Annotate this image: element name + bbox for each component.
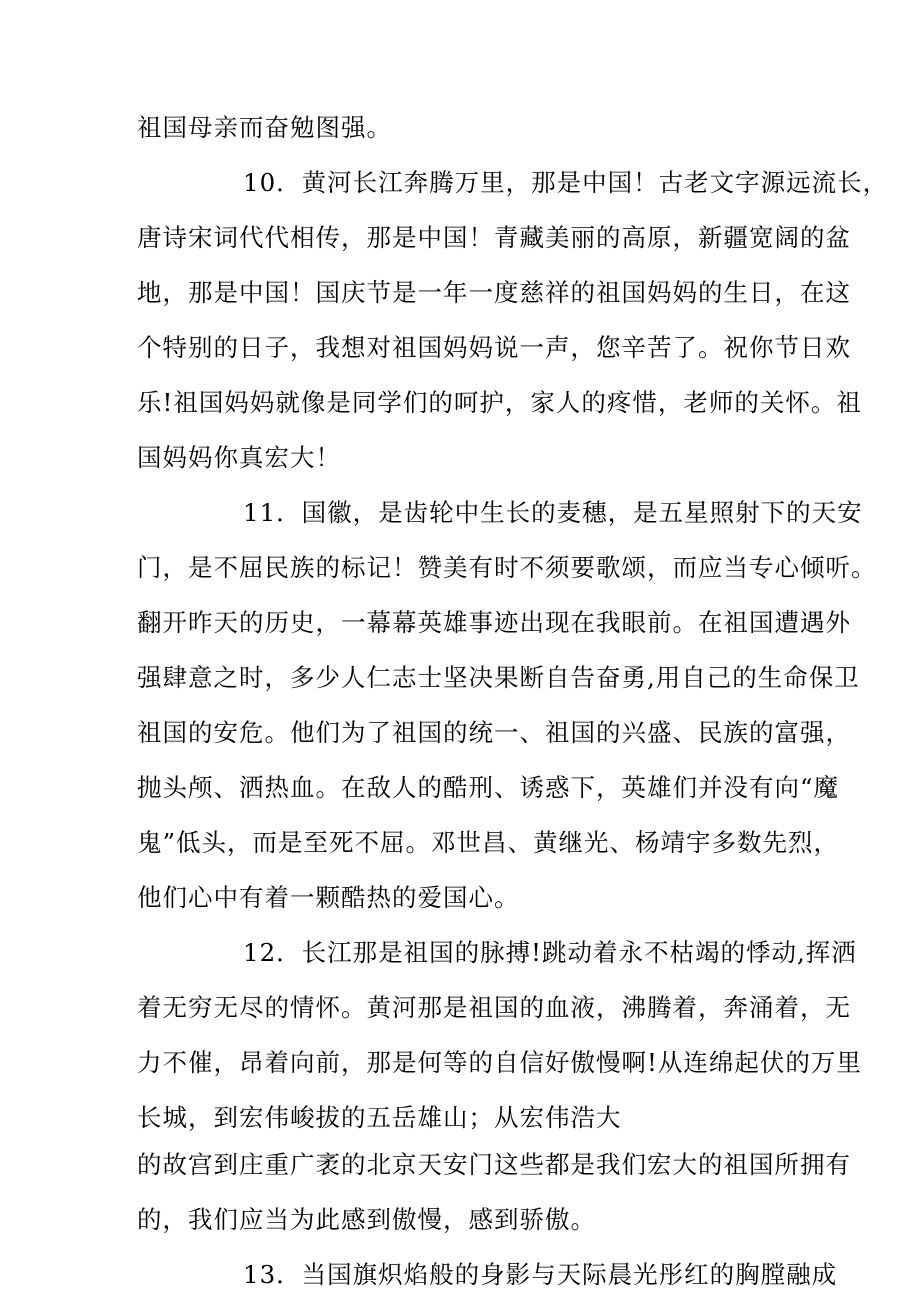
text-line: 翻开昨天的历史，一幕幕英雄事迹出现在我眼前。在祖国遭遇外 (137, 608, 851, 637)
text-line: 国妈妈你真宏大！ (137, 443, 341, 472)
text-line: 乐!祖国妈妈就像是同学们的呵护，家人的疼惜，老师的关怀。祖 (137, 388, 862, 417)
text-line: 强肆意之时，多少人仁志士坚决果断自告奋勇,用自己的生命保卫 (137, 663, 860, 692)
text-line: 门，是不屈民族的标记！赞美有时不须要歌颂，而应当专心倾听。 (137, 553, 877, 582)
text-line: 他们心中有着一颗酷热的爱国心。 (137, 883, 520, 912)
text-line: 长城，到宏伟峻拔的五岳雄山；从宏伟浩大 (137, 1103, 622, 1132)
text-line: 鬼”低头，而是至死不屈。邓世昌、黄继光、杨靖宇多数先烈， (137, 828, 840, 857)
paragraph-11-start: 11．国徽，是齿轮中生长的麦穗，是五星照射下的天安 (243, 498, 863, 527)
text-line: 祖国母亲而奋勉图强。 (137, 113, 392, 142)
paragraph-10-start: 10．黄河长江奔腾万里，那是中国！古老文字源远流长， (243, 168, 889, 197)
text-line: 着无穷无尽的情怀。黄河那是祖国的血液，沸腾着，奔涌着，无 (137, 993, 851, 1022)
text-line: 祖国的安危。他们为了祖国的统一、祖国的兴盛、民族的富强， (137, 718, 851, 747)
paragraph-12-start: 12．长江那是祖国的脉搏!跳动着永不枯竭的悸动,挥洒 (243, 938, 857, 967)
text-line: 地，那是中国！国庆节是一年一度慈祥的祖国妈妈的生日，在这 (137, 278, 851, 307)
paragraph-13-start: 13．当国旗炽焰般的身影与天际晨光彤红的胸膛融成 (243, 1260, 838, 1289)
text-line: 抛头颅、洒热血。在敌人的酷刑、诱惑下，英雄们并没有向“魔 (137, 773, 840, 802)
text-line: 唐诗宋词代代相传，那是中国！青藏美丽的高原，新疆宽阔的盆 (137, 223, 851, 252)
text-line: 力不催，昂着向前，那是何等的自信好傲慢啊!从连绵起伏的万里 (137, 1048, 862, 1077)
text-line: 的故宫到庄重广袤的北京天安门这些都是我们宏大的祖国所拥有 (137, 1150, 851, 1179)
text-line: 的，我们应当为此感到傲慢，感到骄傲。 (137, 1205, 596, 1234)
text-line: 个特别的日子，我想对祖国妈妈说一声，您辛苦了。祝你节日欢 (137, 333, 851, 362)
